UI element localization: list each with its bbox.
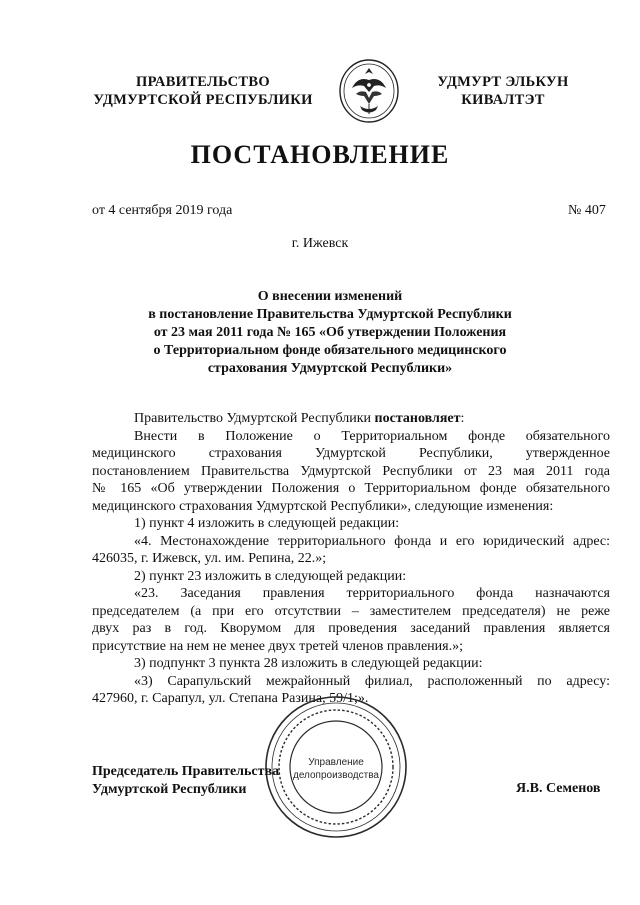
body-line: 426035, г. Ижевск, ул. им. Репина, 22.»; bbox=[92, 551, 327, 566]
document-date: от 4 сентября 2019 года bbox=[92, 203, 233, 218]
header-left-line2: УДМУРТСКОЙ РЕСПУБЛИКИ bbox=[93, 92, 313, 108]
body-intro bbox=[92, 410, 610, 428]
body-line: присутствие на нем не менее двух третей членов правления.»; bbox=[92, 638, 463, 654]
body-line: постановлением Правительства Удмуртской Республики от 23 мая 2011 года bbox=[92, 463, 610, 479]
body-line: № 165 «Об утверждении Положения о Территориальном фонде обязательного bbox=[92, 481, 610, 496]
header-right-line2: КИВАЛТЭТ bbox=[461, 92, 545, 108]
header-left-line1: ПРАВИТЕЛЬСТВО bbox=[136, 74, 270, 90]
header-left bbox=[92, 73, 314, 109]
subject-line: о Территориальном фонде обязательного медицинского bbox=[153, 343, 507, 358]
subject-line: страхования Удмуртской Республики» bbox=[207, 361, 453, 376]
body-line: 3) подпункт 3 пункта 28 изложить в следующей редакции: bbox=[134, 656, 483, 671]
signature-title bbox=[92, 763, 279, 799]
document-number: № 407 bbox=[568, 203, 606, 218]
body-line: 2) пункт 23 изложить в следующей редакции: bbox=[134, 568, 407, 584]
header-right-line1: УДМУРТ ЭЛЬКУН bbox=[437, 74, 569, 90]
subject-line: в постановление Правительства Удмуртской Республики bbox=[148, 307, 512, 322]
document-body bbox=[92, 410, 610, 708]
body-line: 427960, г. Сарапул, ул. Степана Разина, 59/1;». bbox=[92, 691, 369, 706]
body-line: 1) пункт 4 изложить в следующей редакции: bbox=[134, 516, 400, 531]
body-line: Внести в Положение о Территориальном фонде обязательного bbox=[134, 428, 610, 444]
stamp-center-line1: Управление bbox=[308, 757, 364, 768]
body-line: председателем (а при его отсутствии – заместителем председателя) не реже bbox=[92, 603, 610, 619]
document-title: ПОСТАНОВЛЕНИЕ bbox=[190, 140, 450, 169]
subject-line: О внесении изменений bbox=[257, 289, 403, 304]
body-line: медицинского страхования Удмуртской Республики, утвержденное bbox=[92, 446, 610, 461]
intro-colon: : bbox=[460, 411, 465, 426]
official-stamp-icon bbox=[262, 693, 410, 841]
document-subject bbox=[130, 288, 530, 378]
coat-of-arms-icon bbox=[338, 58, 400, 124]
signature-name: Я.В. Семенов bbox=[516, 781, 601, 796]
intro-decree-word: постановляет bbox=[374, 411, 461, 426]
signature-title-line2: Удмуртской Республики bbox=[92, 782, 247, 797]
document-city: г. Ижевск bbox=[291, 236, 349, 251]
intro-text: Правительство Удмуртской Республики bbox=[134, 411, 375, 426]
body-line: двух раз в год. Кворумом для проведения заседаний правления является bbox=[92, 621, 610, 636]
body-line: «3) Сарапульский межрайонный филиал, расположенный по адресу: bbox=[134, 673, 610, 689]
body-line: «23. Заседания правления территориального фонда назначаются bbox=[134, 586, 610, 601]
body-line: медицинского страхования Удмуртской Республики», следующие изменения: bbox=[92, 498, 554, 514]
header-right bbox=[428, 73, 578, 109]
stamp-center-line2: делопроизводства bbox=[292, 770, 380, 781]
subject-line: от 23 мая 2011 года № 165 «Об утверждении Положения bbox=[153, 325, 507, 340]
body-line: «4. Местонахождение территориального фонда и его юридический адрес: bbox=[134, 533, 610, 549]
signature-title-line1: Председатель Правительства bbox=[92, 764, 280, 779]
